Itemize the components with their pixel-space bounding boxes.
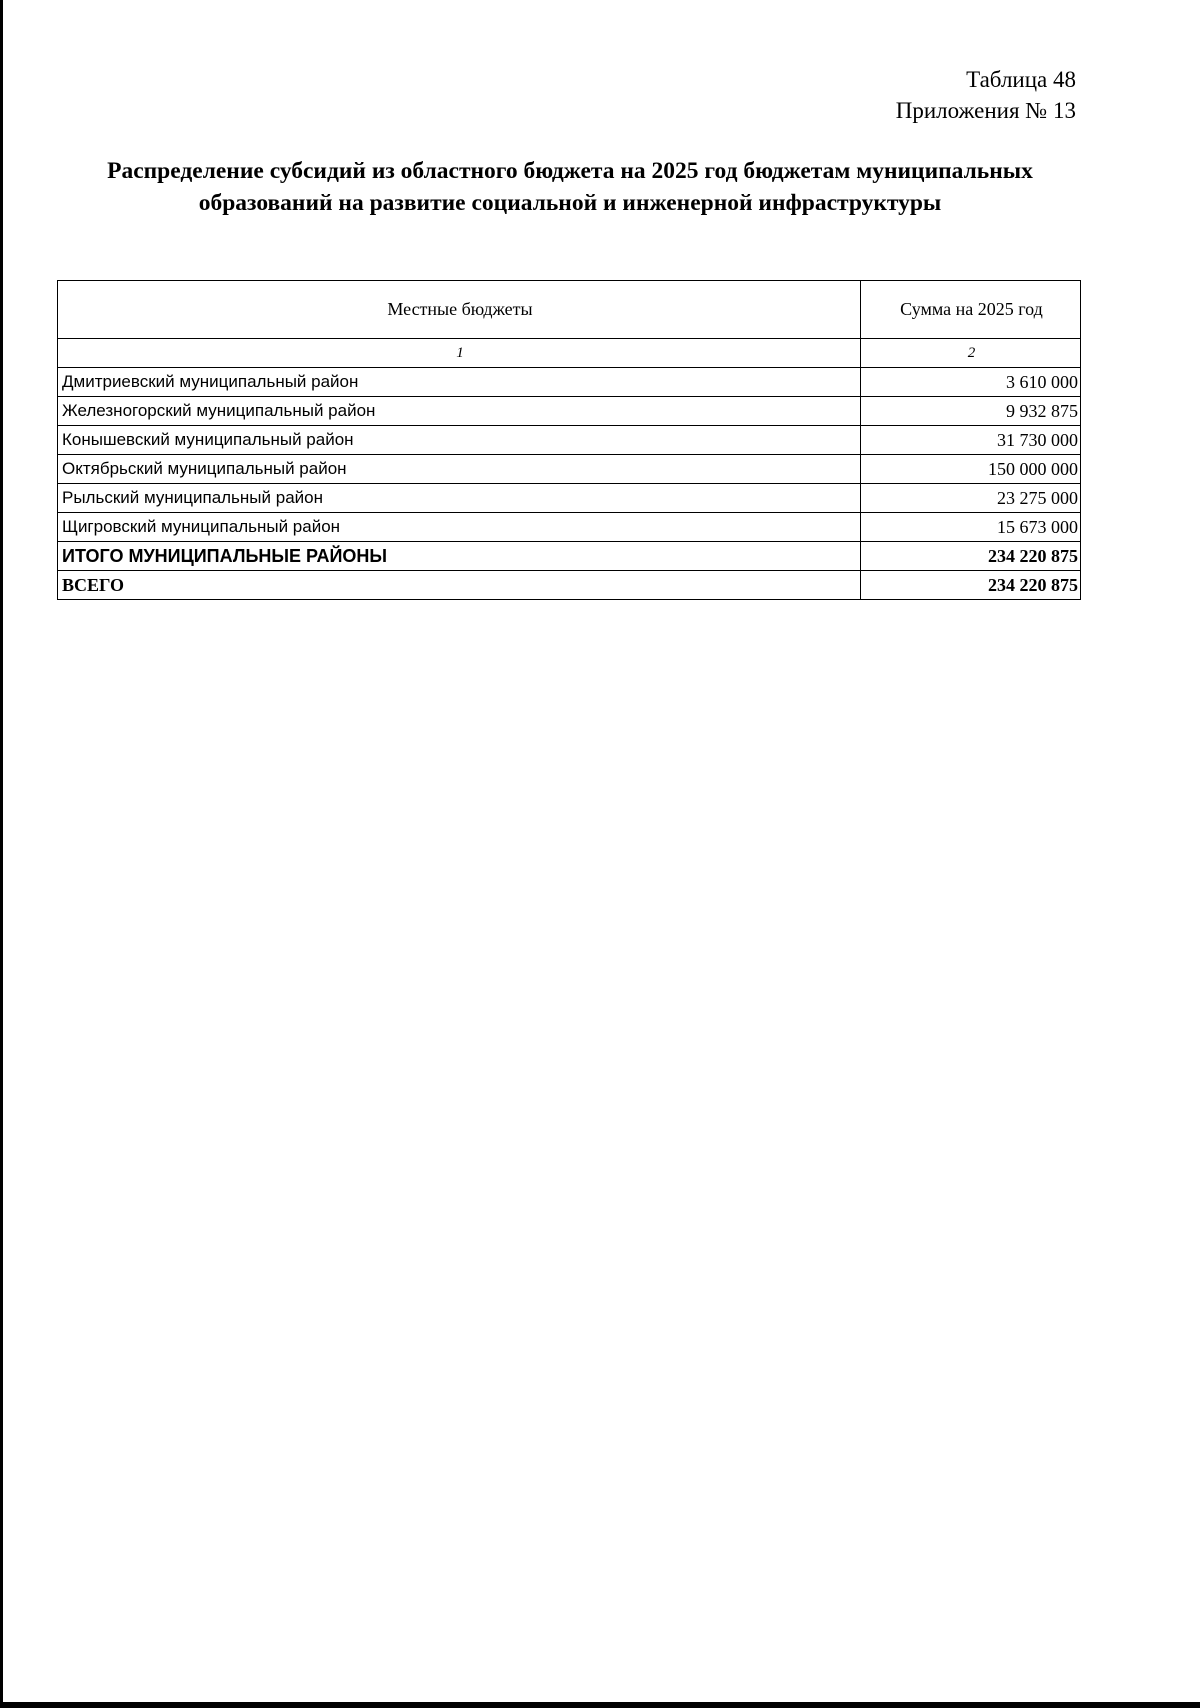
title-line-1: Распределение субсидий из областного бюджета на 2025 год бюджетам муниципальных bbox=[107, 158, 1033, 184]
table-row bbox=[58, 455, 1081, 484]
subtotal-row bbox=[58, 542, 1081, 571]
row-amount: 15 673 000 bbox=[861, 513, 1081, 542]
subtotal-amount: 234 220 875 bbox=[861, 542, 1081, 571]
table-row bbox=[58, 484, 1081, 513]
table-header-row bbox=[58, 281, 1081, 339]
column-number-2: 2 bbox=[861, 339, 1081, 368]
row-amount: 3 610 000 bbox=[861, 368, 1081, 397]
subsidy-table bbox=[57, 280, 1081, 600]
row-name: Рыльский муниципальный район bbox=[58, 484, 861, 513]
document-title bbox=[60, 155, 1080, 219]
row-amount: 23 275 000 bbox=[861, 484, 1081, 513]
scan-bottom-edge bbox=[0, 1702, 1200, 1708]
total-label: ВСЕГО bbox=[58, 571, 861, 600]
column-number-1: 1 bbox=[58, 339, 861, 368]
row-name: Железногорский муниципальный район bbox=[58, 397, 861, 426]
column-header-budgets: Местные бюджеты bbox=[58, 281, 861, 339]
page-reference bbox=[896, 64, 1076, 126]
title-line-2: образований на развитие социальной и инженерной инфраструктуры bbox=[198, 190, 942, 216]
table-row bbox=[58, 426, 1081, 455]
table-row bbox=[58, 397, 1081, 426]
row-name: Дмитриевский муниципальный район bbox=[58, 368, 861, 397]
column-header-amount: Сумма на 2025 год bbox=[861, 281, 1081, 339]
row-amount: 150 000 000 bbox=[861, 455, 1081, 484]
row-amount: 31 730 000 bbox=[861, 426, 1081, 455]
column-number-row bbox=[58, 339, 1081, 368]
table-row bbox=[58, 513, 1081, 542]
total-row bbox=[58, 571, 1081, 600]
row-amount: 9 932 875 bbox=[861, 397, 1081, 426]
row-name: Конышевский муниципальный район bbox=[58, 426, 861, 455]
appendix-number: Приложения № 13 bbox=[895, 98, 1076, 123]
subtotal-label: ИТОГО МУНИЦИПАЛЬНЫЕ РАЙОНЫ bbox=[58, 542, 861, 571]
table-number: Таблица 48 bbox=[966, 67, 1076, 92]
table-row bbox=[58, 368, 1081, 397]
scan-left-edge bbox=[0, 0, 3, 1708]
row-name: Щигровский муниципальный район bbox=[58, 513, 861, 542]
total-amount: 234 220 875 bbox=[861, 571, 1081, 600]
row-name: Октябрьский муниципальный район bbox=[58, 455, 861, 484]
